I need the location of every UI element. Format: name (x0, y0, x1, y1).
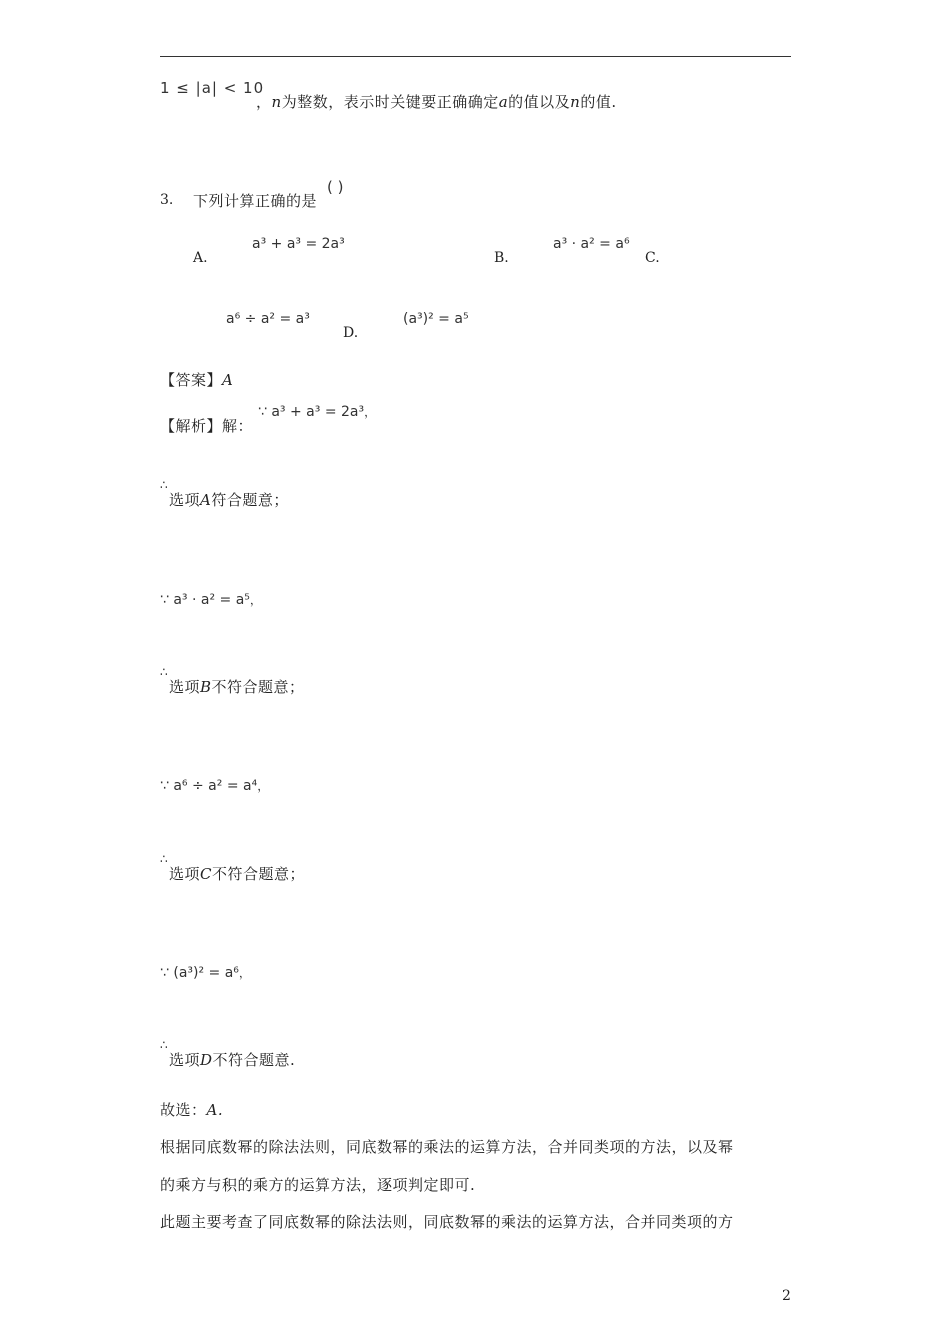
header-text (256, 91, 617, 112)
question-number: 3. (160, 192, 174, 208)
header-comma: ， (256, 93, 272, 111)
analysis-step-d-because: ∵ (a³)² = a⁶， (160, 965, 251, 981)
option-b-math: a³ · a² = a⁶ (553, 236, 630, 252)
analysis-step-a-conclusion: ∴ 选项A符合题意； (160, 478, 289, 509)
option-d-math: (a³)² = a⁵ (403, 311, 469, 327)
explanation-line-3: 此题主要考查了同底数幂的除法法则，同底数幂的乘法的运算方法，合并同类项的方 (160, 1213, 734, 1231)
header-math: 1 ≤ |a| < 10 (160, 79, 265, 97)
analysis-step-d-conclusion: ∴ 选项D不符合题意. (160, 1038, 296, 1069)
question-text: 下列计算正确的是 (193, 192, 318, 210)
explanation-line-1: 根据同底数幂的除法法则，同底数幂的乘法的运算方法，合并同类项的方法，以及幂 (160, 1138, 734, 1156)
header-rule (160, 56, 791, 57)
therefore-symbol: ∴ (160, 1038, 169, 1052)
therefore-symbol: ∴ (160, 665, 169, 679)
analysis-step-a-because: ∵ a³ + a³ = 2a³， (258, 404, 377, 420)
explanation-line-2: 的乘方与积的乘方的运算方法，逐项判定即可. (160, 1176, 476, 1194)
option-c-math: a⁶ ÷ a² = a³ (226, 311, 310, 327)
option-a-label: A. (193, 250, 208, 266)
header-text2: 的值以及 (508, 93, 571, 111)
analysis-step-b-conclusion: ∴ 选项B不符合题意； (160, 665, 305, 696)
analysis-line (160, 415, 253, 436)
header-var-n: n (271, 93, 282, 111)
option-c-label: C. (645, 250, 660, 266)
therefore-symbol: ∴ (160, 852, 169, 866)
option-b-label: B. (494, 250, 509, 266)
header-text1: 为整数，表示时关键要正确确定 (281, 93, 499, 111)
analysis-step-c-because: ∵ a⁶ ÷ a² = a⁴， (160, 778, 270, 794)
answer-label: 【答案】 (160, 371, 223, 389)
analysis-label: 【解析】 (160, 417, 223, 435)
analysis-step-c-conclusion: ∴ 选项C不符合题意； (160, 852, 306, 883)
page-number: 2 (782, 1288, 791, 1304)
therefore-symbol: ∴ (160, 478, 169, 492)
option-d-label: D. (343, 325, 359, 341)
answer-value: A (222, 371, 234, 389)
answer-line (160, 369, 233, 390)
header-text3: 的值. (580, 93, 617, 111)
header-var-a: a (498, 93, 509, 111)
header-var-n2: n (570, 93, 581, 111)
analysis-step-b-because: ∵ a³ · a² = a⁵， (160, 592, 262, 608)
option-a-math: a³ + a³ = 2a³ (252, 236, 345, 252)
question-paren: ( ) (327, 178, 344, 196)
final-answer: 故选：A. (160, 1101, 224, 1119)
analysis-intro: 解： (222, 417, 254, 435)
